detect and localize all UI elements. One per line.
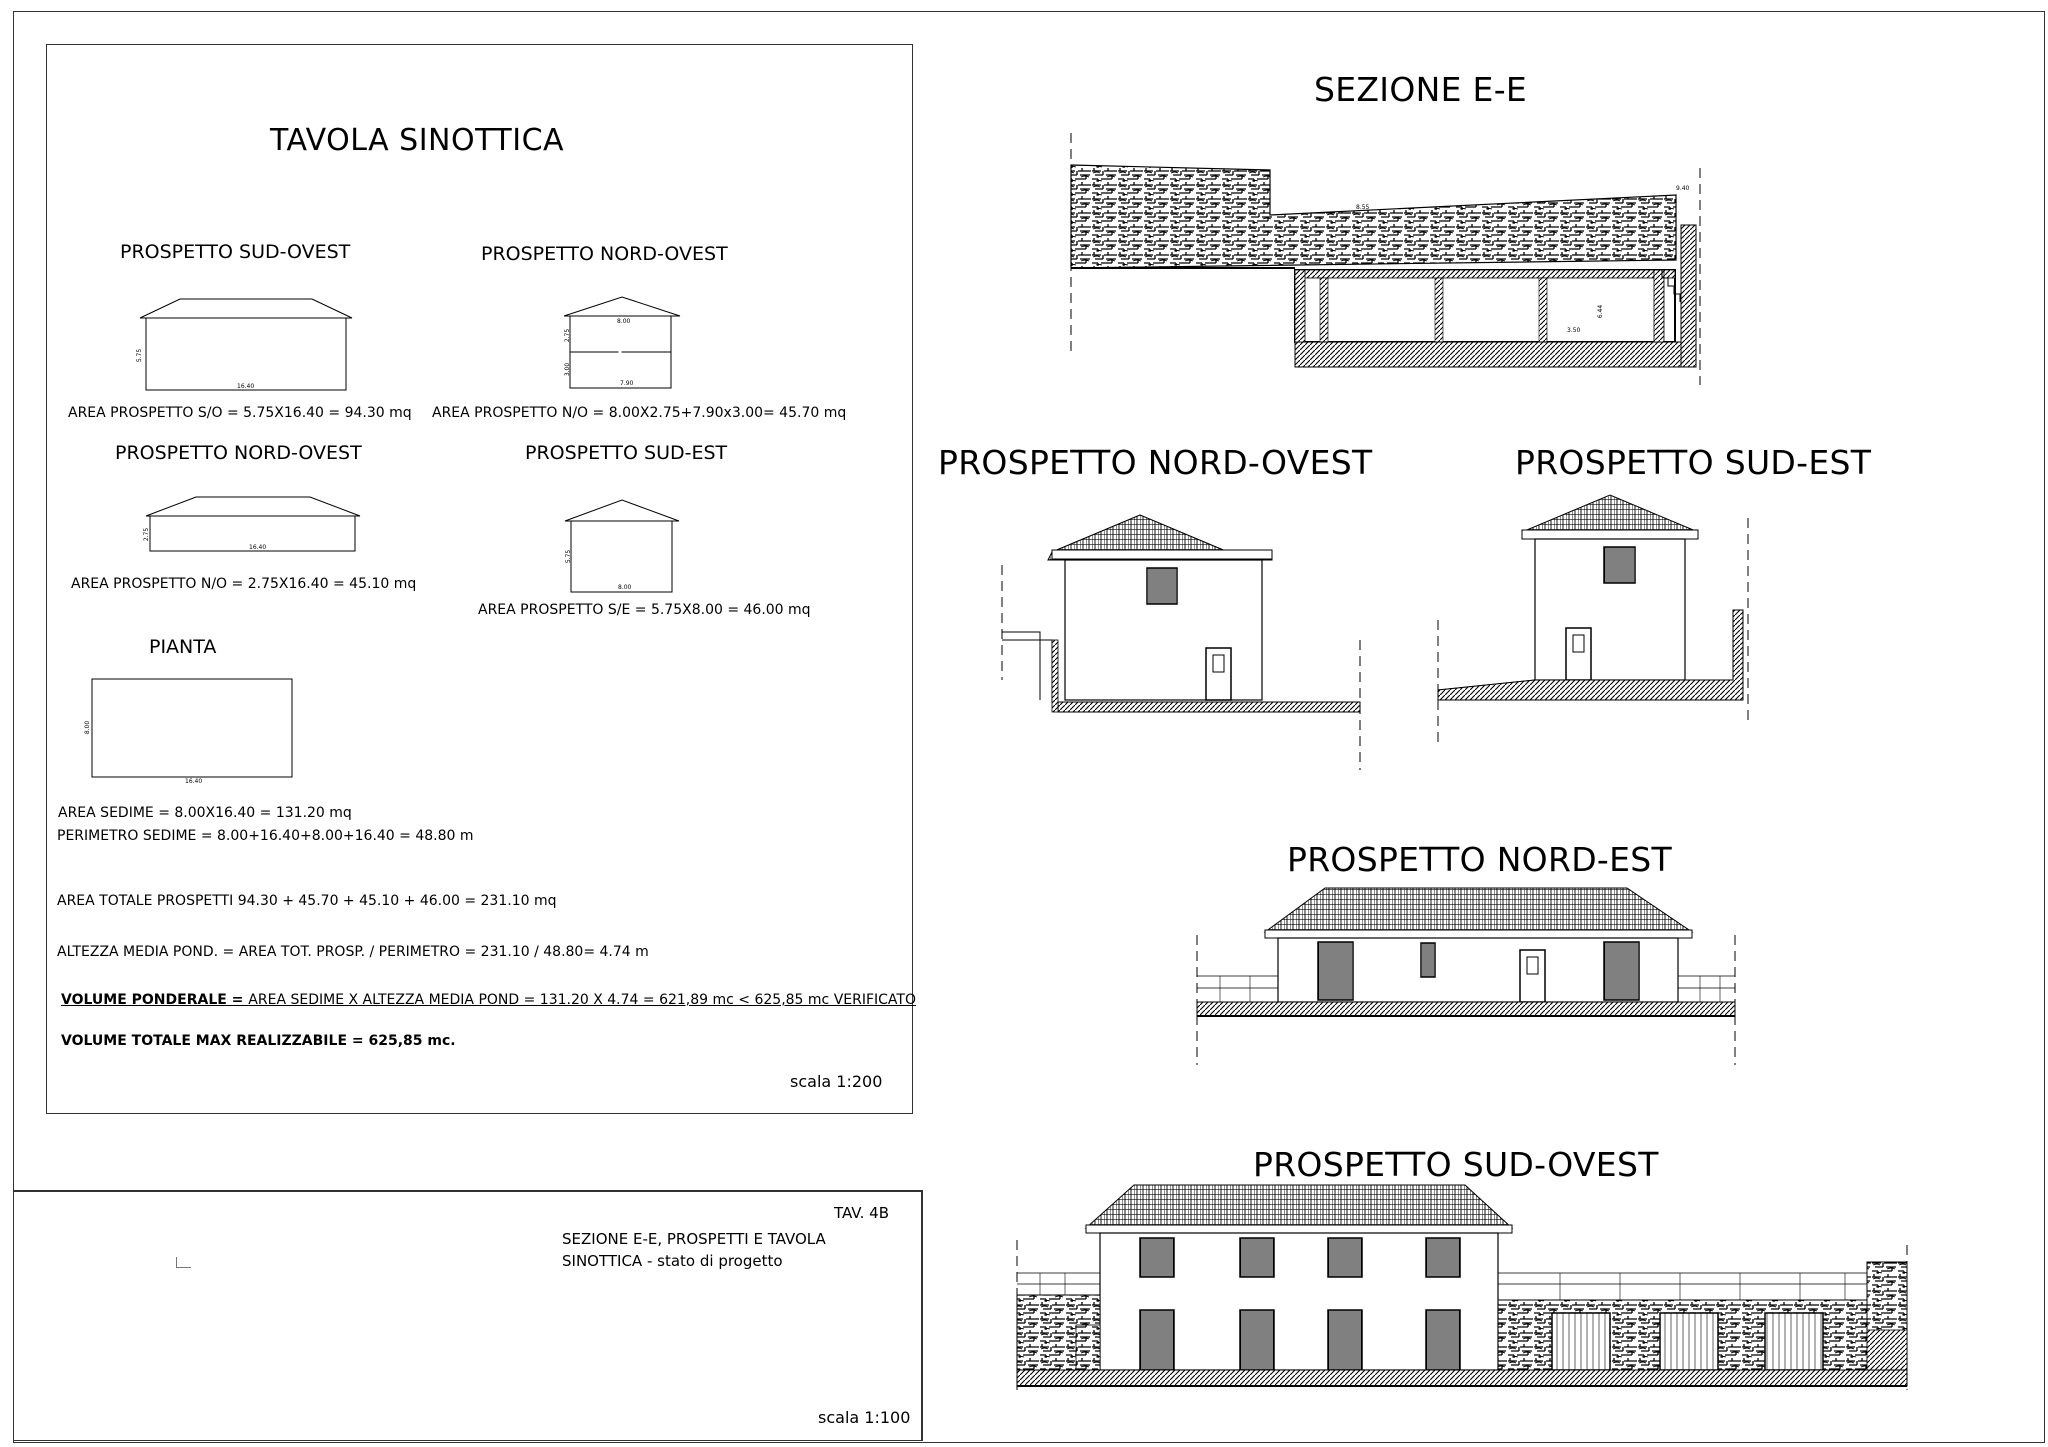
section-dim-c: 3.50: [1567, 327, 1581, 334]
elev4-title: PROSPETTO SUD-EST: [525, 442, 728, 464]
title-block: [13, 1190, 923, 1441]
volume-max: VOLUME TOTALE MAX REALIZZABILE = 625,85 mc.: [61, 1033, 456, 1049]
elev1-dim-w: 16.40: [237, 383, 255, 390]
elev3-area: AREA PROSPETTO N/O = 2.75X16.40 = 45.10 mq: [71, 576, 417, 592]
plan-dim-w: 16.40: [185, 778, 203, 785]
elev2-dim-top-w: 8.00: [617, 318, 631, 325]
synoptic-scale: scala 1:200: [790, 1072, 883, 1091]
elev4-area: AREA PROSPETTO S/E = 5.75X8.00 = 46.00 mq: [478, 602, 811, 618]
sw-title: PROSPETTO SUD-OVEST: [1253, 1145, 1659, 1184]
section-title: SEZIONE E-E: [1314, 70, 1528, 109]
plan-dim-h: 8.00: [84, 720, 92, 735]
volume-calc: AREA SEDIME X ALTEZZA MEDIA POND = 131.20 X 4.74 = 621,89 mc < 625,85 mc VERIFICATO: [248, 992, 916, 1008]
elev2-area: AREA PROSPETTO N/O = 8.00X2.75+7.90x3.00= 45.70 mq: [432, 405, 847, 421]
nw-title: PROSPETTO NORD-OVEST: [938, 443, 1373, 482]
elev4-dim-w: 8.00: [618, 584, 632, 591]
elev3-dim-h: 2.75: [143, 527, 151, 542]
title-desc-line1: SEZIONE E-E, PROSPETTI E TAVOLA: [562, 1230, 826, 1248]
area-sedime: AREA SEDIME = 8.00X16.40 = 131.20 mq: [58, 805, 352, 821]
elev4-dim-h: 5.75: [565, 549, 573, 564]
elev2-dim-bot-w: 7.90: [620, 380, 634, 387]
area-totale-prospetti: AREA TOTALE PROSPETTI 94.30 + 45.70 + 45.10 + 46.00 = 231.10 mq: [57, 893, 557, 909]
altezza-media: ALTEZZA MEDIA POND. = AREA TOT. PROSP. / PERIMETRO = 231.10 / 48.80= 4.74 m: [57, 944, 649, 960]
title-desc-line2: SINOTTICA - stato di progetto: [562, 1252, 783, 1270]
elev3-dim-w: 16.40: [249, 544, 267, 551]
perimetro-sedime: PERIMETRO SEDIME = 8.00+16.40+8.00+16.40 = 48.80 m: [57, 828, 474, 844]
elev2-title: PROSPETTO NORD-OVEST: [481, 243, 728, 265]
elev1-area: AREA PROSPETTO S/O = 5.75X16.40 = 94.30 mq: [68, 405, 412, 421]
se-title: PROSPETTO SUD-EST: [1515, 443, 1872, 482]
synoptic-title: TAVOLA SINOTTICA: [270, 123, 565, 158]
section-dim-d: 9.40: [1676, 185, 1690, 192]
elev1-dim-h: 5.75: [136, 348, 144, 363]
section-dim-a: 8.55: [1356, 204, 1370, 211]
tav-number: TAV. 4B: [834, 1204, 889, 1222]
elev2-dim-bot-h: 3.00: [564, 362, 572, 377]
small-mark: [176, 1257, 191, 1268]
elev2-dim-top-h: 2.75: [564, 328, 572, 343]
elev1-title: PROSPETTO SUD-OVEST: [120, 241, 351, 263]
plan-title: PIANTA: [149, 636, 217, 658]
section-dim-b: 6.44: [1597, 304, 1605, 319]
title-block-scale: scala 1:100: [818, 1408, 911, 1427]
volume-label: VOLUME PONDERALE =: [61, 992, 249, 1008]
ne-title: PROSPETTO NORD-EST: [1287, 840, 1672, 879]
volume-ponderale: [61, 992, 916, 1008]
elev3-title: PROSPETTO NORD-OVEST: [115, 442, 362, 464]
sw-drawing: [0, 0, 1, 1]
